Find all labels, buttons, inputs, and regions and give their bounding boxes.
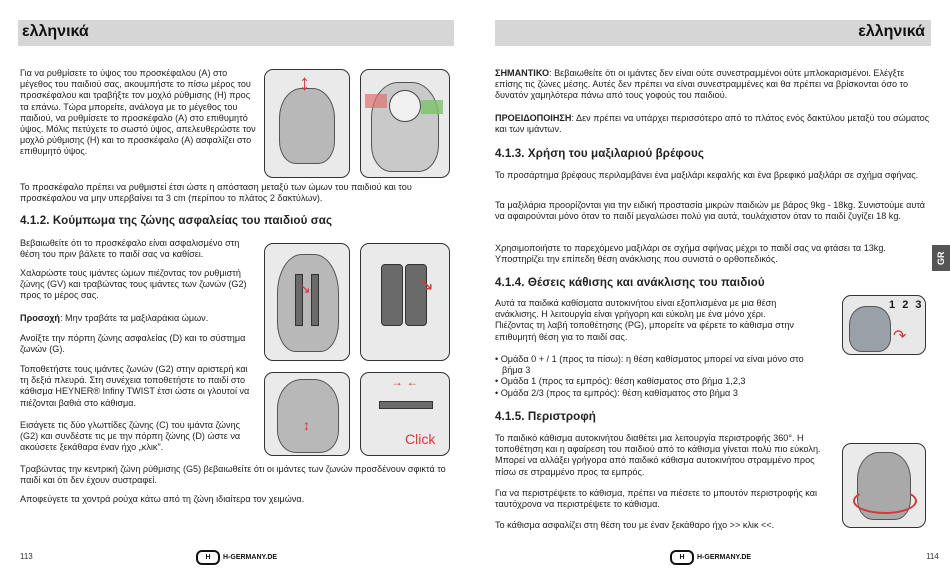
h-logo-icon: H — [196, 550, 220, 565]
list-item: • Ομάδα 1 (προς τα εμπρός): θέση καθίσματος στο βήμα 1,2,3 — [495, 376, 815, 387]
headrest-gap-text: Το προσκέφαλο πρέπει να ρυθμιστεί έτσι ώστε η απόσταση μεταξύ των ώμων του παιδιού και του προσκέφαλου να μην υπερβαίνει τα 3 cm (περίπου το πλάτος 2 δακτύλων). — [20, 182, 412, 204]
language-title: ελληνικά — [858, 23, 925, 40]
place-child-text: Τοποθετήστε τους ιμάντες ζωνών (G2) στην αριστερή και τη δεξιά πλευρά. Στη συνέχεια τοποθετήστε το παιδί στο κάθισμα HEYNER® Infiny TWIST έτσι ώστε οι γλουτοί να πιέζονται βαθιά στο κάθισμα. — [20, 364, 250, 408]
brand-logo — [670, 550, 751, 565]
section-heading-4-1-4: 4.1.4. Θέσεις κάθισης και ανάκλισης του παιδιού — [495, 276, 765, 289]
page-number: 114 — [926, 552, 939, 561]
rotation-figure — [842, 443, 926, 528]
list-item: • Ομάδα 2/3 (προς τα εμπρός): θέση καθίσματος στο βήμα 3 — [495, 388, 815, 399]
wrong-position-marker — [365, 94, 387, 108]
rotation-arrow-icon — [853, 488, 917, 514]
language-header-bar — [495, 20, 931, 46]
fasten-intro-text: Βεβαιωθείτε ότι το προσκέφαλο είναι ασφαλισμένο στη θέση του πριν βάλετε το παιδί σας να καθίσει. — [20, 238, 240, 260]
important-text — [495, 68, 931, 102]
brand-name: H-GERMANY.DE — [697, 554, 752, 561]
section-heading-4-1-5: 4.1.5. Περιστροφή — [495, 410, 596, 423]
wedge-cushion-text: Χρησιμοποιήστε το παρεχόμενο μαξιλάρι σε σχήμα σφήνας μέχρι το παιδί σας να φτάσει τα 13kg. Υποστηρίζει την επίπεδη θέση ανάκλισης που συνιστά ο ορθοπεδικός. — [495, 243, 886, 265]
recline-steps-list — [495, 354, 815, 399]
headrest-height-figure — [264, 69, 350, 178]
arrow-up-down-icon: ↕ — [303, 417, 310, 433]
arrow-icon: ↘ — [299, 280, 311, 296]
insert-tongues-text: Εισάγετε τις δύο γλωττίδες ζώνης (C) του ιμάντα ζώνης (G2) και συνδέστε τις με την πόρπη ζώνης (D) ώστε να ακούσετε ξεκάθαρα έναν ήχο „κλικ". — [20, 420, 241, 453]
recline-figure — [842, 295, 926, 355]
arrows-inward-icon: → ← — [391, 375, 419, 389]
buckle-click-figure — [360, 372, 450, 456]
curved-arrow-icon: ↷ — [893, 328, 907, 345]
child-shoulder-figure — [360, 69, 450, 178]
tighten-belt-text: Τραβώντας την κεντρική ζώνη ρύθμισης (G5) βεβαιωθείτε ότι οι ιμάντες των ζωνών προσδένουν σφικτά το παιδί και ότι δεν έχουν συστραφεί. — [20, 464, 446, 486]
section-heading-4-1-2: 4.1.2. Κούμπωμα της ζώνης ασφαλείας του παιδιού σας — [20, 214, 333, 227]
cushion-weight-text: Τα μαξιλάρια προορίζονται για την ειδική προστασία μικρών παιδιών με βάρος 9kg - 18kg. Συνιστούμε αυτά να αφαιρούνται μόνο όταν το παιδί μεγαλώσει πολύ για αυτά, τουλάχιστον όταν το παιδί ζυγίζει 18 kg. — [495, 200, 926, 222]
warning-label: ΠΡΟΕΙΔΟΠΟΙΗΣΗ — [495, 113, 572, 123]
straps-position-figure — [264, 372, 350, 456]
brand-logo — [196, 550, 277, 565]
buckle-open-figure — [360, 243, 450, 361]
warning-body: : Δεν πρέπει να υπάρχει περισσότερο από το πλάτος ενός δακτύλου μεταξύ του σώματος και των ιμάντων. — [495, 113, 930, 135]
caution-text — [20, 313, 256, 324]
arrow-up-down-icon: ↕ — [299, 70, 310, 95]
lock-click-text: Το κάθισμα ασφαλίζει στη θέση του με έναν ξεκάθαρο ήχο >> κλικ <<. — [495, 520, 775, 530]
right-page — [475, 0, 950, 578]
winter-clothing-text: Αποφεύγετε τα χοντρά ρούχα κάτω από τη ζώνη ιδιαίτερα τον χειμώνα. — [20, 494, 305, 504]
list-item: • Ομάδα 0 + / 1 (προς τα πίσω): η θέση καθίσματος μπορεί να είναι μόνο στο βήμα 3 — [495, 354, 815, 376]
infant-insert-text: Το προσάρτημα βρέφους περιλαμβάνει ένα μαξιλάρι κεφαλής και ένα βρεφικό μαξιλάρι σε σχήμα σφήνας. — [495, 170, 919, 180]
important-body: : Βεβαιωθείτε ότι οι ιμάντες δεν είναι ούτε συνεστραμμένοι ούτε μπλοκαρισμένοι. Ελέγξτε επίσης τις ζώνες μέσης. Αυτές δεν πρέπει να είναι συνεστραμμένες και θα πρέπει να βρίσκονται όσο το δυνατόν χαμηλότερα πάνω από τους γοφούς του παιδιού. — [495, 68, 909, 101]
correct-position-marker — [421, 100, 443, 114]
page-number: 113 — [20, 552, 33, 561]
rotate-instruction-text: Για να περιστρέψετε το κάθισμα, πρέπει να πιέσετε το μπουτόν περιστροφής και ταυτόχρονα να περιστρέψετε το κάθισμα. — [495, 488, 818, 510]
arrow-icon: ↘ — [419, 274, 435, 294]
language-title: ελληνικά — [22, 23, 89, 40]
rotation-text: Το παιδικό κάθισμα αυτοκινήτου διαθέτει μια λειτουργία περιστροφής 360°. Η τοποθέτηση και η αφαίρεση του παιδιού από το κάθισμα γίνεται πολύ πιο εύκολη. Μπορεί να αλλάξει γρήγορα από παιδικό κάθισμα αυτοκινήτου στραμμένο προς πίσω σε στραμμένο προς τα εμπρός. — [495, 433, 821, 477]
recline-text: Αυτά τα παιδικά καθίσματα αυτοκινήτου είναι εξοπλισμένα με μια θέση ανάκλισης. Η λειτουργία είναι γρήγορη και εύκολη με ένα μόνο χέρι. Πιέζοντας τη λαβή τοποθέτησης (PG), μπορείτε να φέρετε το κάθισμα στην επιθυμητή θέση για το παιδί σας. — [495, 298, 794, 342]
brand-name: H-GERMANY.DE — [223, 554, 278, 561]
section-heading-4-1-3: 4.1.3. Χρήση του μαξιλαριού βρέφους — [495, 147, 704, 160]
important-label: ΣΗΜΑΝΤΙΚΟ — [495, 68, 550, 78]
headrest-adjust-text: Για να ρυθμίσετε το ύψος του προσκέφαλου (A) στο μέγεθος του παιδιού σας, ακουμπήστε το πίσω μέρος του προσκέφαλου και τραβήξτε τον μοχλό ρύθμισης (H) προς τα επάνω. Τώρα μπορείτε, ανάλογα με το μέγεθος του παιδιού, να ρυθμίσετε το προσκέφαλο (A) στο επιθυμητό ύψος. Μόλις πετύχετε το σωστό ύψος, απελευθερώστε τον μοχλό ρύθμισης (H) και το προσκέφαλο (A) ασφαλίζει στο επιθυμητό ύψος. — [20, 68, 256, 157]
loosen-straps-figure — [264, 243, 350, 361]
caution-body: : Μην τραβάτε τα μαξιλαράκια ώμων. — [60, 313, 209, 323]
language-side-tab: GR — [932, 245, 950, 271]
click-label: Click — [405, 431, 436, 447]
open-buckle-text: Ανοίξτε την πόρπη ζώνης ασφαλείας (D) και το σύστημα ζωνών (G). — [20, 333, 246, 355]
child-head — [389, 90, 421, 122]
warning-text — [495, 113, 931, 135]
caution-label: Προσοχή — [20, 313, 60, 323]
language-header-bar — [18, 20, 454, 46]
recline-step-labels: 1 2 3 — [889, 299, 922, 311]
h-logo-icon: H — [670, 550, 694, 565]
loosen-straps-text: Χαλαρώστε τους ιμάντες ώμων πιέζοντας τον ρυθμιστή ζώνης (GV) και τραβώντας τους ιμάντες των ζωνών (G2) προς το μέρος σας. — [20, 268, 247, 301]
